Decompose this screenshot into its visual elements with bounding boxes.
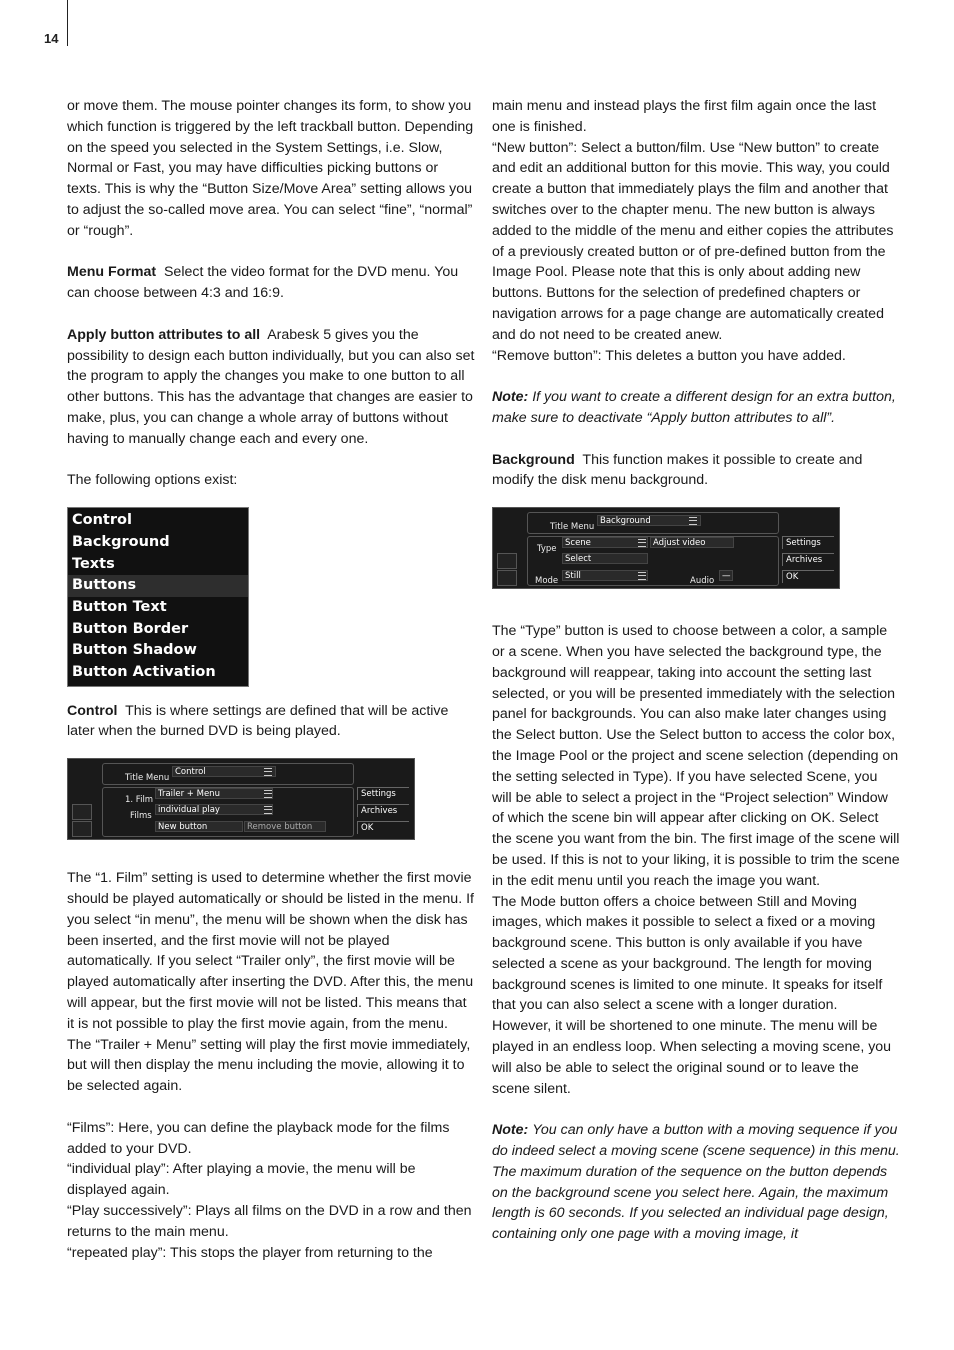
title-menu-select[interactable]: Background bbox=[597, 515, 701, 526]
control-panel-screenshot bbox=[67, 758, 415, 840]
options-intro: The following options exist: bbox=[67, 472, 238, 489]
paragraph-move-area: or move them. The mouse pointer changes its form, to show you which function is triggered by the left trackball button. Depending on the speed you selected in the System Settings, i.e. Slow, Normal or Fast, you may have difficulties picking buttons or texts. This is why the “Button Size/Move Area” setting allows you to adjust the so-called move area. You can select “fine”, “normal” or “rough”. bbox=[67, 98, 474, 239]
adjust-video-button[interactable]: Adjust video bbox=[650, 537, 734, 548]
note-label: Note: bbox=[492, 389, 529, 406]
menu-format-text: Select the video format for the DVD menu. You can choose between 4:3 and 16:9. bbox=[67, 264, 459, 302]
note-label: Note: bbox=[492, 1122, 529, 1139]
type-dropdown-icon[interactable] bbox=[638, 539, 646, 547]
film-label: 1. Film bbox=[125, 795, 154, 806]
paragraph-repeated-play: “repeated play”: This stops the player from returning to the bbox=[67, 1244, 433, 1261]
audio-label: Audio bbox=[690, 576, 715, 587]
paragraph-menu-format bbox=[67, 262, 475, 304]
note-text: You can only have a button with a moving sequence if you do indeed select a moving scene (scene sequence) in this menu. The maximum duration of the sequence on the button depends on the background scene you select here. Again, the maximum length is 60 seconds. If you selected an individual page design, containing only one page with a moving image, it bbox=[492, 1122, 900, 1243]
heading-menu-format: Menu Format bbox=[67, 264, 157, 281]
menu-item-buttons[interactable]: Buttons bbox=[68, 575, 248, 597]
paragraph-mode: The Mode button offers a choice between Still and Moving images, which makes it possible to select a fixed or a moving background scene. This button is only available if you have selected a scene as your background. The length for moving background scenes is limited to one minute. It speaks for itself that you can also select a scene with a longer duration. However, it will be shortened to one minute. The menu will be played in an endless loop. When selecting a moving scene, you will also be able to select the original sound or to leave the scene silent. bbox=[492, 893, 892, 1097]
film-select[interactable]: Trailer + Menu bbox=[155, 788, 273, 799]
menu-item-control[interactable]: Control bbox=[72, 512, 132, 529]
paragraph-new-button: “New button”: Select a button/film. Use “New button” to create and edit an additional button for this movie. This way, you could create a button that immediately plays the film and another that switches over to the chapter menu. The new button is always added to the middle of the menu and either copies the attributes of a previously created button or of pre-defined button from the Image Pool. Please note that this is only about adding new buttons. Buttons for the selection of predefined chapters or navigation arrows for a page change are automatically created and do not need to be created anew. bbox=[492, 139, 894, 343]
settings-button[interactable]: Settings bbox=[357, 787, 409, 800]
background-text: This function makes it possible to create and modify the disk menu background. bbox=[492, 451, 863, 489]
options-menu-screenshot bbox=[67, 507, 249, 687]
archives-button[interactable]: Archives bbox=[782, 553, 834, 566]
paragraph-apply-attributes bbox=[67, 325, 475, 450]
type-select[interactable]: Scene bbox=[562, 537, 648, 548]
title-menu-label: Title Menu bbox=[550, 522, 595, 533]
note-extra-button bbox=[492, 387, 900, 429]
audio-select[interactable]: — bbox=[719, 570, 733, 581]
menu-item-texts[interactable]: Texts bbox=[72, 555, 115, 572]
paragraph-individual-play: “individual play”: After playing a movie, the menu will be displayed again. bbox=[67, 1161, 416, 1199]
menu-item-button-border[interactable]: Button Border bbox=[72, 620, 189, 637]
paragraph-play-successively: “Play successively”: Plays all films on the DVD in a row and then returns to the main menu. bbox=[67, 1202, 472, 1240]
paragraph-remove-button: “Remove button”: This deletes a button you have added. bbox=[492, 347, 846, 364]
page-number: 14 bbox=[44, 31, 59, 46]
control-text: This is where settings are defined that will be active later when the burned DVD is being played. bbox=[67, 702, 449, 740]
type-label: Type bbox=[537, 544, 557, 555]
menu-item-button-text[interactable]: Button Text bbox=[72, 598, 167, 615]
title-menu-select[interactable]: Control bbox=[172, 766, 276, 777]
heading-apply-attributes: Apply button attributes to all bbox=[67, 326, 261, 343]
ok-button[interactable]: OK bbox=[782, 570, 834, 583]
films-dropdown-icon[interactable] bbox=[264, 806, 272, 814]
side-control-bottom[interactable] bbox=[497, 570, 517, 586]
left-column bbox=[67, 96, 475, 1263]
note-text: If you want to create a different design for an extra button, make sure to deactivate “Apply button attributes to all”. bbox=[492, 389, 896, 426]
archives-button[interactable]: Archives bbox=[357, 804, 409, 817]
remove-button[interactable]: Remove button bbox=[244, 821, 326, 832]
side-control-bottom[interactable] bbox=[72, 821, 92, 837]
settings-button-group bbox=[357, 787, 409, 835]
right-column bbox=[492, 96, 900, 1245]
menu-item-button-activation[interactable]: Button Activation bbox=[72, 663, 216, 680]
new-button[interactable]: New button bbox=[155, 821, 243, 832]
title-menu-label: Title Menu bbox=[125, 773, 170, 784]
menu-item-button-shadow[interactable]: Button Shadow bbox=[72, 642, 197, 659]
side-control-top[interactable] bbox=[497, 553, 517, 569]
ok-button[interactable]: OK bbox=[357, 821, 409, 834]
paragraph-background bbox=[492, 450, 900, 492]
paragraph-control bbox=[67, 701, 475, 743]
title-menu-dropdown-icon[interactable] bbox=[689, 517, 697, 525]
settings-button-group bbox=[782, 536, 834, 584]
heading-background: Background bbox=[492, 451, 575, 468]
note-moving-sequence bbox=[492, 1120, 900, 1245]
film-dropdown-icon[interactable] bbox=[264, 790, 272, 798]
side-control-top[interactable] bbox=[72, 804, 92, 820]
menu-item-background[interactable]: Background bbox=[72, 533, 170, 550]
films-select[interactable]: individual play bbox=[155, 804, 273, 815]
title-menu-dropdown-icon[interactable] bbox=[264, 768, 272, 776]
settings-button[interactable]: Settings bbox=[782, 536, 834, 549]
mode-dropdown-icon[interactable] bbox=[638, 572, 646, 580]
films-label: Films bbox=[130, 811, 152, 822]
paragraph-first-film: The “1. Film” setting is used to determine whether the first movie should be played automatically or should be listed in the menu. If you select “in menu”, the menu will be shown when the disk has been inserted, and the first movie will not be played automatically. If you select “Trailer only”, the first movie will be played automatically after inserting the DVD. After this, the menu will appear, but the first movie will not be listed. This means that it is not possible to play the first movie again, from the menu. The “Trailer + Menu” setting will play the first movie immediately, but will then display the menu including the movie, allowing it to be selected again. bbox=[67, 870, 474, 1095]
paragraph-films: “Films”: Here, you can define the playback mode for the films added to your DVD. bbox=[67, 1119, 450, 1157]
mode-select[interactable]: Still bbox=[562, 570, 648, 581]
mode-label: Mode bbox=[535, 576, 559, 587]
page-rule bbox=[67, 0, 68, 46]
background-panel-screenshot bbox=[492, 507, 840, 589]
paragraph-main-menu: main menu and instead plays the first film again once the last one is finished. bbox=[492, 98, 877, 135]
heading-control: Control bbox=[67, 702, 118, 719]
select-button[interactable]: Select bbox=[562, 553, 648, 564]
apply-attributes-text: Arabesk 5 gives you the possibility to design each button individually, but you can also set the program to apply the changes you make to one button to all other buttons. This has the advantage that changes are easier to make, plus, you can change a whole array of buttons without having to manually change each and every one. bbox=[67, 326, 475, 447]
paragraph-type: The “Type” button is used to choose between a color, a sample or a scene. When you have selected the background type, the background will reappear, taking into account the setting last selected, or you will be presented immediately with the selection panel for backgrounds. You can also make later changes using the Select button. Use the Select button to access the color box, the Image Pool or the project and scene selection (depending on the setting selected in Type). If you have selected Scene, you will be able to select a project in the “Project selection” Window of which the scene bin will appear after clicking on OK. Select the scene you want from the bin. The first image of the scene will be used. If this is not to your liking, it is possible to trim the scene in the edit menu until you reach the image you want. bbox=[492, 623, 900, 889]
